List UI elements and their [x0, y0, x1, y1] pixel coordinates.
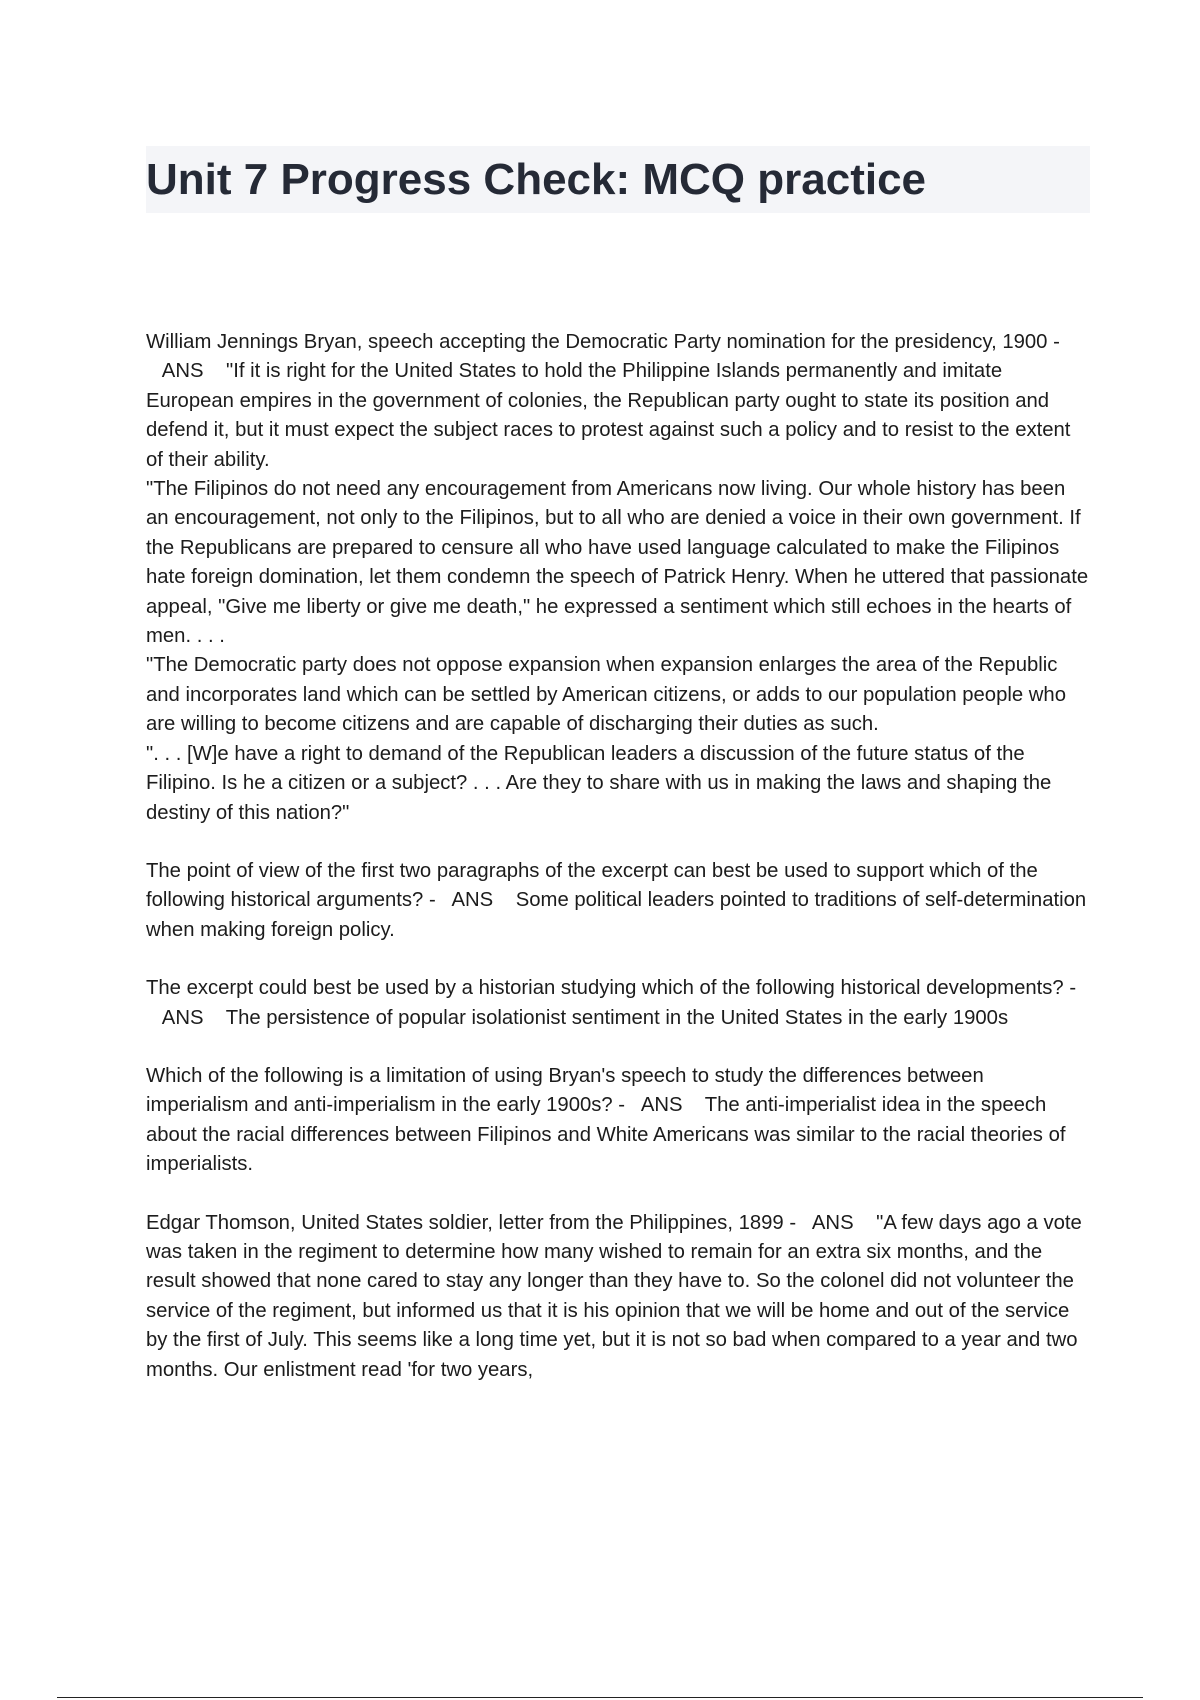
footer-divider	[57, 1697, 1143, 1698]
answer-text: "If it is right for the United States to hold the Philippine Islands permanently and imitate European empires in the government of colonies, the Republican party ought to state its position and defend it, but it must expect the subject races to protest against such a policy and to resist to the extent of their ability.	[146, 360, 1071, 471]
qa-item	[146, 328, 1090, 828]
title-banner	[146, 146, 1090, 213]
qa-first-paragraph	[146, 1209, 1090, 1385]
question-text: Which of the following is a limitation of using Bryan's speech to study the differences between imperialism and anti-imperialism in the early 1900s? -	[146, 1064, 984, 1117]
answer-text: The persistence of popular isolationist sentiment in the United States in the early 1900s	[225, 1006, 1009, 1029]
answer-text: Some political leaders pointed to traditions of self-determination when making foreign policy.	[146, 889, 1087, 941]
answer-paragraph: ". . . [W]e have a right to demand of the Republican leaders a discussion of the future status of the Filipino. Is he a citizen or a subject? . . . Are they to share with us in making the laws and shaping the destiny of this nation?"	[146, 742, 1052, 824]
ans-marker: ANS	[640, 1094, 683, 1117]
answer-text: The anti-imperialist idea in the speech about the racial differences between Filipinos and White Americans was similar to the racial theories of imperialists.	[146, 1094, 1066, 1176]
question-text: The excerpt could best be used by a historian studying which of the following historical developments? -	[146, 977, 1077, 1000]
qa-item	[146, 857, 1090, 945]
ans-marker: ANS	[451, 889, 494, 912]
qa-first-paragraph	[146, 328, 1090, 475]
qa-first-paragraph	[146, 974, 1090, 1033]
qa-item	[146, 1062, 1090, 1180]
qa-item	[146, 1209, 1090, 1385]
ans-marker: ANS	[811, 1211, 854, 1234]
question-text: William Jennings Bryan, speech accepting the Democratic Party nomination for the presidency, 1900 -	[146, 331, 1060, 353]
answer-paragraph: "The Filipinos do not need any encouragement from Americans now living. Our whole history has been an encouragement, not only to the Filipinos, but to all who are denied a voice in their own government. If the Republicans are prepared to censure all who have used language calculated to make the Filipinos hate foreign domination, let them condemn the speech of Patrick Henry. When he uttered that passionate appeal, "Give me liberty or give me death," he expressed a sentiment which still echoes in the hearts of men. . . .	[146, 478, 1089, 648]
ans-marker: ANS	[161, 360, 204, 383]
answer-text: "A few days ago a vote was taken in the regiment to determine how many wished to remain for an extra six months, and the result showed that none cared to stay any longer than they have to. So the colonel did not volunteer the service of the regiment, but informed us that it is his opinion that we will be home and out of the service by the first of July. This seems like a long time yet, but it is not so bad when compared to a year and two months. Our enlistment read 'for two years,	[146, 1211, 1082, 1381]
document-body	[146, 328, 1090, 1414]
answer-paragraph: "The Democratic party does not oppose expansion when expansion enlarges the area of the Republic and incorporates land which can be settled by American citizens, or adds to our population people who are willing to become citizens and are capable of discharging their duties as such.	[146, 654, 1066, 736]
qa-first-paragraph	[146, 857, 1090, 945]
ans-marker: ANS	[161, 1006, 204, 1029]
qa-item	[146, 974, 1090, 1033]
question-text: Edgar Thomson, United States soldier, letter from the Philippines, 1899 -	[146, 1211, 797, 1234]
page-title: Unit 7 Progress Check: MCQ practice	[146, 155, 927, 204]
question-text: The point of view of the first two paragraphs of the excerpt can best be used to support which of the following historical arguments? -	[146, 859, 1038, 912]
qa-first-paragraph	[146, 1062, 1090, 1180]
